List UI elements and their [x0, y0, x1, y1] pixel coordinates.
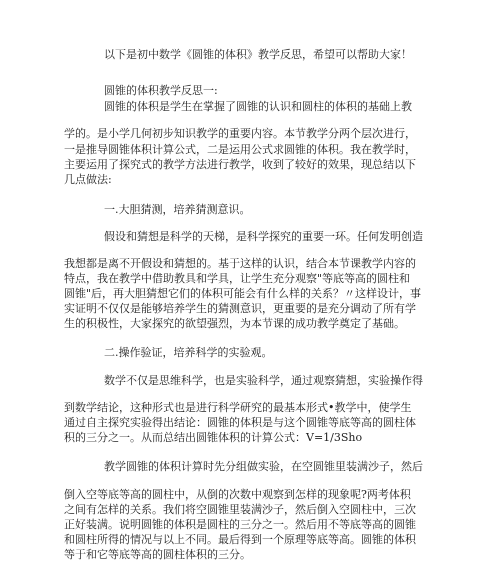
paragraph-line: 等于和它等底等高的圆柱体积的三分。: [64, 548, 251, 561]
paragraph-line: 学的。是小学几何初步知识教学的重要内容。本节教学分两个层次进行，: [64, 127, 416, 140]
paragraph-line: 到数学结论，这种形式也是进行科学研究的最基本形式•教学中，使学生: [64, 401, 412, 414]
paragraph-line: 之间有怎样的关系。我们将空圆锥里装满沙子，然后倒入空圆柱中，三次: [64, 503, 416, 516]
paragraph-line: 积的三分之一。从而总结出圆锥体积的计算公式：V=1/3Sho: [64, 431, 363, 444]
paragraph-line: 假设和猜想是科学的天梯，是科学探究的重要一环。任何发明创造: [104, 230, 423, 243]
section-heading: 二.操作验证，培养科学的实验观。: [104, 346, 273, 359]
paragraph-line: 和圆柱所得的情况与以上不同。最后得到一个原理等底等高。圆锥的体积: [64, 533, 416, 546]
intro-line: 以下是初中数学《圆锥的体积》教学反思，希望可以帮助大家！: [104, 48, 412, 61]
paragraph-line: 数学不仅是思维科学，也是实验科学，通过观察猜想，实验操作得: [104, 374, 423, 387]
paragraph-line: 倒入空等底等高的圆柱中，从倒的次数中观察到怎样的现象呢?两考体积: [64, 488, 411, 501]
paragraph-line: 正好装满。说明圆锥的体积是圆柱的三分之一。然后用不等底等高的圆锥: [64, 518, 416, 531]
paragraph-line: 圆锥的体积是学生在掌握了圆锥的认识和圆柱的体积的基础上教: [104, 100, 412, 113]
paragraph-line: 教学圆锥的体积计算时先分组做实验，在空圆锥里装满沙子，然后: [104, 460, 423, 473]
paragraph-line: 一是推导圆锥体积计算公式，二是运用公式求圆锥的体积。我在教学时，: [64, 143, 416, 156]
paragraph-line: 特点，我在教学中借助教具和学具，让学生充分观察"等底等高的圆柱和: [64, 272, 411, 285]
paragraph-line: 实证明不仅仅是能够培养学生的猜测意识，更重要的是充分调动了所有学: [64, 302, 416, 315]
paragraph-line: 几点做法:: [64, 173, 112, 186]
paragraph-line: 通过自主探究实验得出结论：圆锥的体积是与这个圆锥等底等高的圆柱体: [64, 416, 416, 429]
section-title: 圆锥的体积教学反思一:: [104, 84, 218, 97]
paragraph-line: 主要运用了探究式的教学方法进行教学，收到了较好的效果，现总结以下: [64, 158, 416, 171]
paragraph-line: 我想都是离不开假设和猜想的。基于这样的认识，结合本节课教学内容的: [64, 257, 416, 270]
section-heading: 一.大胆猜测，培养猜测意识。: [104, 203, 251, 216]
paragraph-line: 圆锥"后，再大胆猜想它们的体积可能会有什么样的关系？〃这样设计，事: [64, 287, 422, 300]
paragraph-line: 生的积极性，大家探究的欲望强烈，为本节课的成功教学奠定了基础。: [64, 317, 405, 330]
